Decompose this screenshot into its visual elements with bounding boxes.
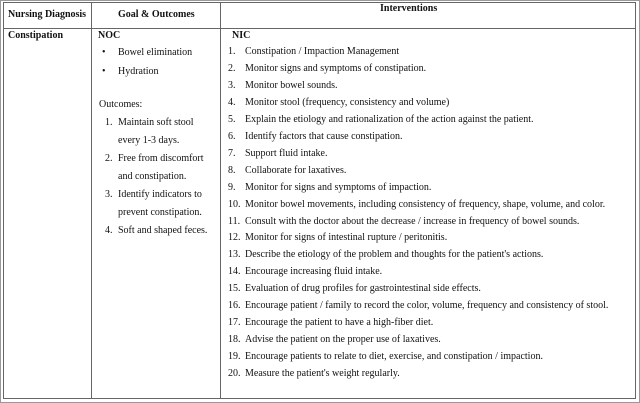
nic-item-number: 4.: [228, 96, 236, 108]
bullet-icon: •: [102, 47, 106, 58]
nic-item: Evaluation of drug profiles for gastrointestinal side effects.: [245, 283, 481, 295]
nic-item: Monitor bowel movements, including consistency of frequency, shape, volume, and color.: [245, 198, 606, 210]
nic-item: Monitor for signs of intestinal rupture / peritonitis.: [245, 232, 448, 244]
outcome-number: 4.: [105, 225, 113, 236]
nic-item-number: 15.: [228, 283, 241, 295]
noc-title: NOC: [98, 30, 121, 41]
nic-item-number: 16.: [228, 300, 241, 312]
nic-item-number: 14.: [228, 266, 241, 278]
table-border-bottom: [3, 398, 636, 399]
outcome-text: prevent constipation.: [118, 207, 202, 218]
nic-item-number: 3.: [228, 79, 236, 91]
header-divider: [3, 28, 636, 29]
nic-item-number: 5.: [228, 113, 236, 125]
nic-item: Consult with the doctor about the decrease / increase in frequency of bowel sounds.: [245, 215, 580, 227]
table-border-left: [3, 2, 4, 399]
nic-item-number: 9.: [228, 181, 236, 193]
header-nursing-diagnosis: Nursing Diagnosis: [8, 9, 87, 20]
diagnosis-cell: Constipation: [8, 30, 64, 41]
nic-item-number: 6.: [228, 130, 236, 142]
nic-item-number: 1.: [228, 46, 236, 57]
nic-item: Measure the patient's weight regularly.: [245, 368, 400, 380]
nic-item: Describe the etiology of the problem and thoughts for the patient's actions.: [245, 249, 544, 261]
nic-title: NIC: [232, 30, 251, 41]
nic-item-number: 13.: [228, 249, 241, 261]
outcome-text: Maintain soft stool: [118, 117, 194, 128]
column-divider: [91, 2, 92, 399]
outcome-number: 1.: [105, 117, 113, 128]
nic-item-number: 7.: [228, 147, 236, 159]
nic-item-number: 18.: [228, 334, 241, 346]
nic-item-number: 11.: [228, 215, 241, 227]
outcome-text: Soft and shaped feces.: [118, 225, 208, 236]
outcomes-label: Outcomes:: [99, 99, 143, 110]
nic-item-number: 17.: [228, 317, 241, 329]
outcome-text: every 1-3 days.: [118, 135, 180, 146]
nic-item: Identify factors that cause constipation.: [245, 130, 403, 142]
table-border-right: [635, 2, 636, 399]
bullet-icon: •: [102, 66, 106, 77]
nic-item: Advise the patient on the proper use of laxatives.: [245, 334, 441, 346]
column-divider: [220, 2, 221, 399]
nic-item: Encourage increasing fluid intake.: [245, 266, 383, 278]
nic-item-number: 12.: [228, 232, 241, 244]
nic-item-number: 2.: [228, 62, 236, 74]
header-interventions: Interventions: [380, 3, 438, 14]
nic-item: Monitor for signs and symptoms of impaction.: [245, 181, 432, 193]
table-border-top: [3, 2, 636, 3]
nic-item: Encourage patient / family to record the color, volume, frequency and consistency of stool.: [245, 300, 609, 312]
noc-bullet-item: Hydration: [118, 66, 159, 77]
nic-item-number: 8.: [228, 164, 236, 176]
outcome-text: Identify indicators to: [118, 189, 202, 200]
noc-bullet-item: Bowel elimination: [118, 47, 193, 58]
nic-item: Collaborate for laxatives.: [245, 164, 347, 176]
nic-item: Monitor signs and symptoms of constipation.: [245, 62, 427, 74]
nic-item-number: 19.: [228, 351, 241, 363]
nic-item-number: 20.: [228, 368, 241, 380]
nic-item: Monitor stool (frequency, consistency and volume): [245, 96, 450, 108]
outcome-text: and constipation.: [118, 171, 187, 182]
header-goal-outcomes: Goal & Outcomes: [118, 9, 195, 20]
nic-item: Monitor bowel sounds.: [245, 79, 338, 91]
outcome-text: Free from discomfort: [118, 153, 204, 164]
nic-item: Encourage the patient to have a high-fiber diet.: [245, 317, 434, 329]
nic-item: Encourage patients to relate to diet, exercise, and constipation / impaction.: [245, 351, 543, 363]
outcome-number: 3.: [105, 189, 113, 200]
nic-item: Explain the etiology and rationalization of the action against the patient.: [245, 113, 534, 125]
nic-item: Support fluid intake.: [245, 147, 328, 159]
nic-item-number: 10.: [228, 198, 241, 210]
outcome-number: 2.: [105, 153, 113, 164]
nic-item: Constipation / Impaction Management: [245, 46, 400, 57]
